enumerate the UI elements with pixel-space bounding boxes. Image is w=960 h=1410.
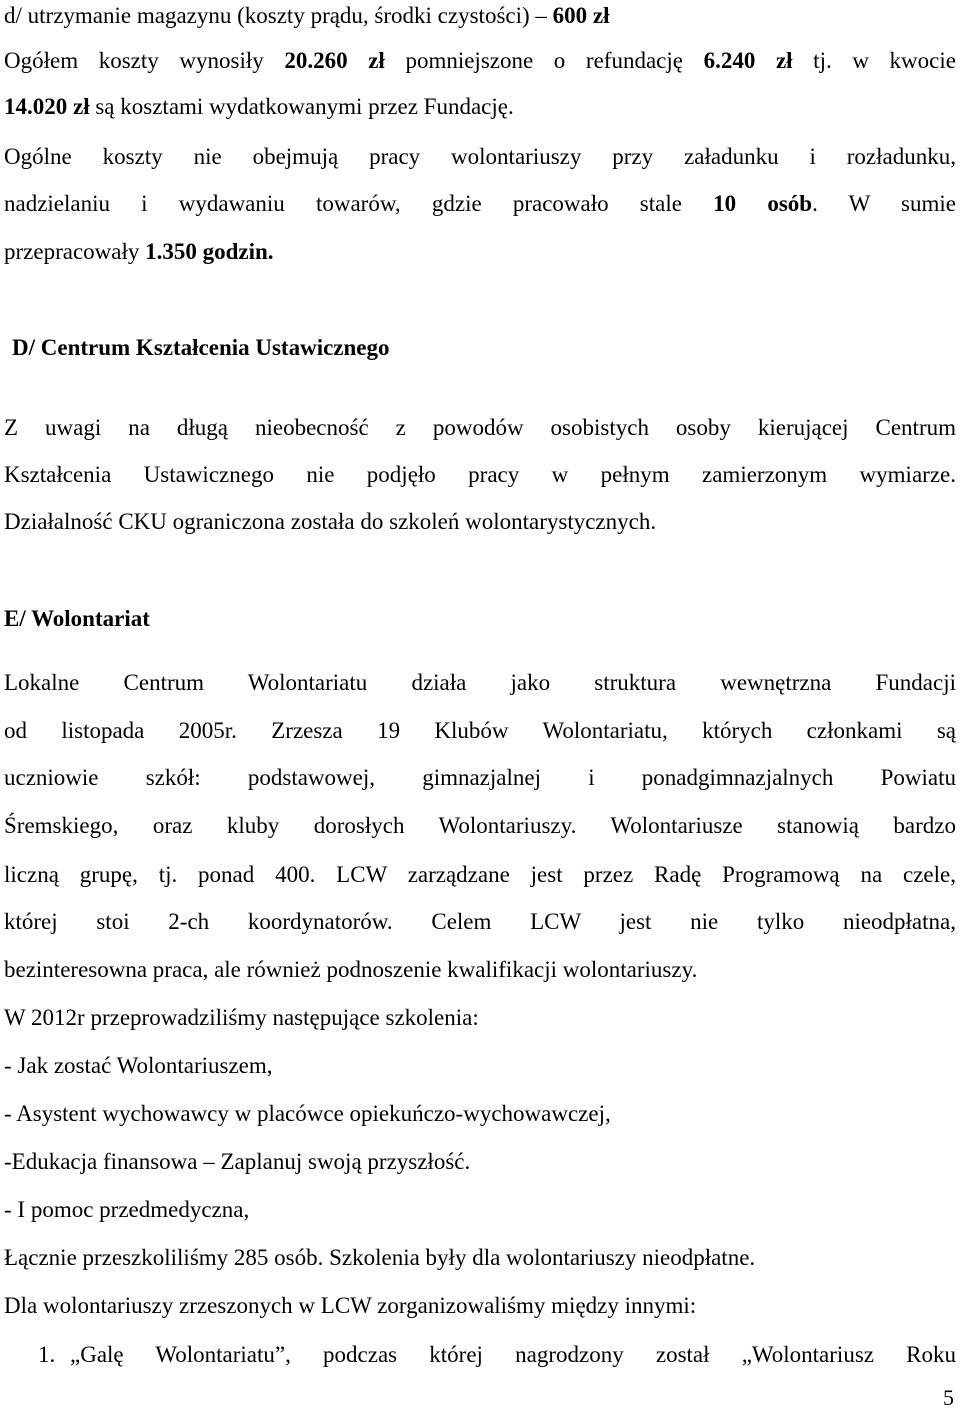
text: są kosztami wydatkowanymi przez Fundację. bbox=[89, 94, 514, 119]
section-d-line-1: Z uwagi na długą nieobecność z powodów osobistych osoby kierującej Centrum bbox=[4, 415, 956, 440]
cost-net-line bbox=[4, 93, 956, 121]
training-item: - I pomoc przedmedyczna, bbox=[4, 1197, 250, 1222]
training-summary: Łącznie przeszkoliliśmy 285 osób. Szkolenia były dla wolontariuszy nieodpłatne. bbox=[4, 1245, 756, 1270]
section-e-para-line: Lokalne Centrum Wolontariatu działa jako struktura wewnętrzna Fundacji bbox=[4, 670, 956, 695]
section-e-para-line: bezinteresowna praca, ale również podnoszenie kwalifikacji wolontariuszy. bbox=[4, 957, 698, 982]
section-d-heading: D/ Centrum Kształcenia Ustawicznego bbox=[12, 335, 390, 360]
text: tj. w kwocie bbox=[792, 48, 956, 73]
text: Ogółem koszty wynosiły bbox=[4, 48, 285, 73]
section-e-para-line: liczną grupę, tj. ponad 400. LCW zarządzane jest przez Radę Programową na czele, bbox=[4, 862, 956, 887]
section-d-line-2: Kształcenia Ustawicznego nie podjęło pracy w pełnym zamierzonym wymiarze. bbox=[4, 462, 956, 487]
volunteer-count-line bbox=[4, 190, 956, 218]
section-d-line-3: Działalność CKU ograniczona została do szkoleń wolontarystycznych. bbox=[4, 509, 657, 534]
training-item: - Jak zostać Wolontariuszem, bbox=[4, 1053, 273, 1078]
training-item: - Asystent wychowawcy w placówce opiekuńczo-wychowawczej, bbox=[4, 1101, 611, 1126]
amount: 14.020 zł bbox=[4, 94, 90, 119]
amount: 20.260 zł bbox=[284, 48, 385, 73]
text: . W sumie bbox=[812, 191, 956, 216]
list-item-number: 1. bbox=[38, 1342, 56, 1367]
text: d/ utrzymanie magazynu (koszty prądu, środki czystości) – bbox=[4, 3, 553, 28]
page-number: 5 bbox=[943, 1385, 954, 1410]
list-item-text: „Galę Wolontariatu”, podczas której nagrodzony został „Wolontariusz Roku bbox=[70, 1342, 956, 1367]
amount: 600 zł bbox=[552, 3, 610, 28]
organized-intro: Dla wolontariuszy zrzeszonych w LCW zorganizowaliśmy między innymi: bbox=[4, 1293, 697, 1318]
section-e-para-line: od listopada 2005r. Zrzesza 19 Klubów Wolontariatu, których członkami są bbox=[4, 718, 956, 743]
list-item bbox=[38, 1341, 956, 1369]
section-e-para-line: Śremskiego, oraz kluby dorosłych Wolontariuszy. Wolontariusze stanowią bardzo bbox=[4, 813, 956, 838]
section-e-para-line: uczniowie szkół: podstawowej, gimnazjalnej i ponadgimnazjalnych Powiatu bbox=[4, 765, 956, 790]
hours: 1.350 godzin. bbox=[145, 239, 274, 264]
section-e-para-line: której stoi 2-ch koordynatorów. Celem LCW jest nie tylko nieodpłatna, bbox=[4, 909, 956, 934]
training-item: -Edukacja finansowa – Zaplanuj swoją przyszłość. bbox=[4, 1149, 471, 1174]
section-e-heading: E/ Wolontariat bbox=[4, 606, 150, 631]
cost-line-storage bbox=[4, 2, 956, 30]
trainings-intro: W 2012r przeprowadziliśmy następujące szkolenia: bbox=[4, 1005, 479, 1030]
count: 10 osób bbox=[713, 191, 813, 216]
hours-line bbox=[4, 238, 956, 266]
cost-total-line bbox=[4, 47, 956, 75]
amount: 6.240 zł bbox=[703, 48, 793, 73]
text: nadzielaniu i wydawaniu towarów, gdzie pracowało stale bbox=[4, 191, 714, 216]
text: pomniejszone o refundację bbox=[384, 48, 704, 73]
text: przepracowały bbox=[4, 239, 146, 264]
volunteer-cost-line: Ogólne koszty nie obejmują pracy wolontariuszy przy załadunku i rozładunku, bbox=[4, 144, 956, 169]
